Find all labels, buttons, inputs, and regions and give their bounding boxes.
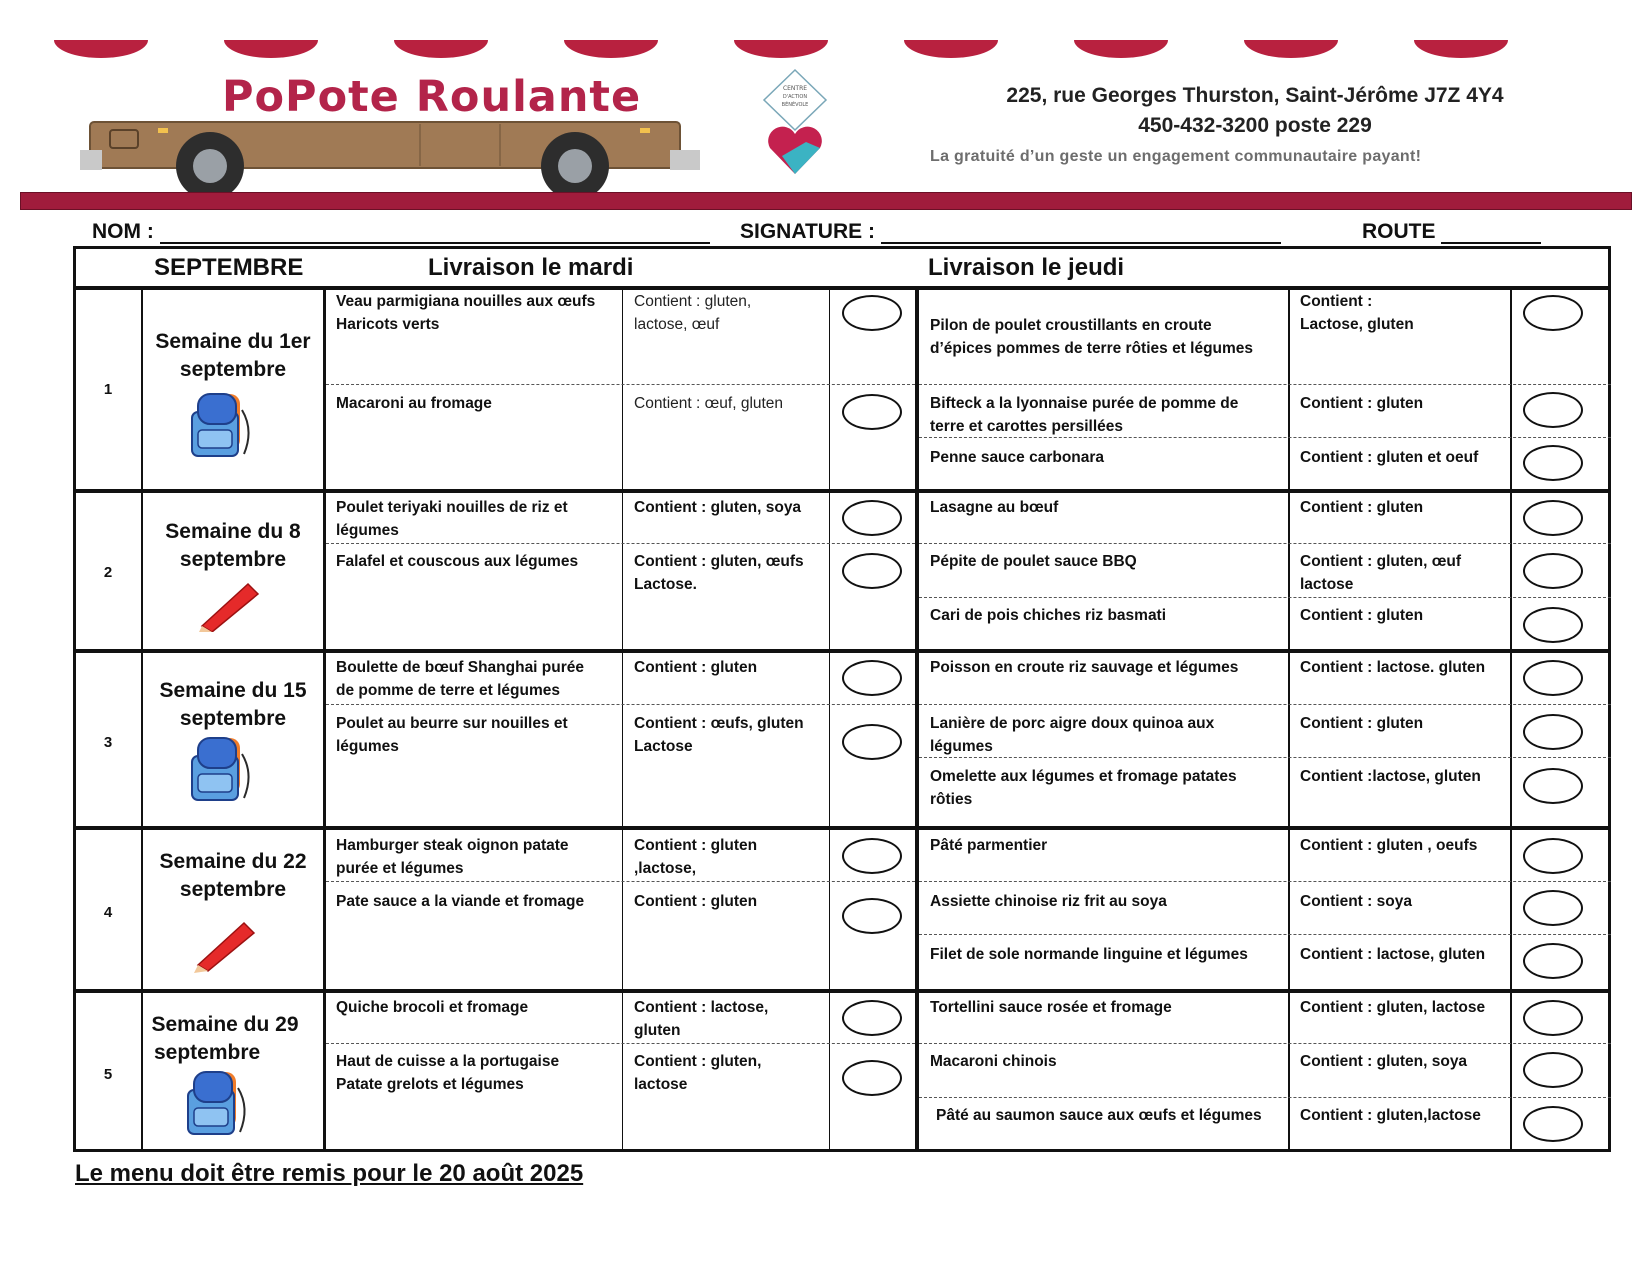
- tue-allergens-3a: Contient : gluten: [634, 659, 758, 676]
- tue-allergens-1a: Contient : gluten, lactose, œuf: [634, 293, 752, 333]
- thu-allergens-3c: Contient :lactose, gluten: [1300, 768, 1481, 785]
- week-label: Semaine du 29 septembre: [151, 1013, 299, 1064]
- select-tue-4b[interactable]: [842, 898, 902, 934]
- thu-dish-5a: Tortellini sauce rosée et fromage: [930, 999, 1172, 1016]
- awning-decoration: [54, 40, 1580, 58]
- select-tue-1b[interactable]: [842, 394, 902, 430]
- week-number: 1: [103, 381, 113, 398]
- thu-allergens-5a: Contient : gluten, lactose: [1300, 999, 1486, 1016]
- thu-allergens-4c: Contient : lactose, gluten: [1300, 946, 1486, 963]
- week-label: Semaine du 1er septembre: [155, 330, 311, 381]
- pencil-icon: [192, 915, 262, 973]
- thu-allergens-1c: Contient : gluten et oeuf: [1300, 449, 1479, 466]
- phone: 450-432-3200 poste 229: [1138, 114, 1372, 137]
- thu-dish-3b: Lanière de porc aigre doux quinoa aux légumes: [930, 715, 1215, 755]
- thu-allergens-2c: Contient : gluten: [1300, 607, 1424, 624]
- tue-dish-1a: Veau parmigiana nouilles aux œufs Haricots verts: [336, 293, 596, 333]
- select-thu-2b[interactable]: [1523, 553, 1583, 589]
- thu-allergens-1b: Contient : gluten: [1300, 395, 1424, 412]
- select-tue-2a[interactable]: [842, 500, 902, 536]
- tue-dish-2b: Falafel et couscous aux légumes: [336, 553, 579, 570]
- select-thu-3c[interactable]: [1523, 768, 1583, 804]
- thu-dish-1b: Bifteck a la lyonnaise purée de pomme de terre et carottes persillées: [930, 395, 1239, 435]
- select-tue-2b[interactable]: [842, 553, 902, 589]
- thu-allergens-5b: Contient : gluten, soya: [1300, 1053, 1468, 1070]
- tue-dish-3a: Boulette de bœuf Shanghai purée de pomme de terre et légumes: [336, 659, 585, 699]
- select-thu-4a[interactable]: [1523, 838, 1583, 874]
- week-label: Semaine du 15 septembre: [159, 679, 307, 730]
- tue-allergens-4b: Contient : gluten: [634, 893, 758, 910]
- header-divider-bar: [20, 192, 1632, 210]
- logo-title: PoPote Roulante: [222, 72, 642, 122]
- centre-action-benevole-logo: [760, 68, 830, 178]
- thu-allergens-2b: Contient : gluten, œuf lactose: [1300, 553, 1461, 593]
- select-thu-1a[interactable]: [1523, 295, 1583, 331]
- signature-field[interactable]: [740, 220, 1281, 244]
- nom-label: NOM :: [92, 220, 154, 243]
- thu-allergens-3b: Contient : gluten: [1300, 715, 1424, 732]
- select-thu-5c[interactable]: [1523, 1106, 1583, 1142]
- route-field[interactable]: [1362, 220, 1541, 244]
- select-thu-1c[interactable]: [1523, 445, 1583, 481]
- thu-dish-2c: Cari de pois chiches riz basmati: [930, 607, 1167, 624]
- svg-text:CENTRE: CENTRE: [782, 85, 808, 92]
- deadline-note: Le menu doit être remis pour le 20 août 2025: [75, 1160, 584, 1187]
- select-thu-3b[interactable]: [1523, 714, 1583, 750]
- address: 225, rue Georges Thurston, Saint-Jérôme J7Z 4Y4: [1006, 84, 1504, 107]
- select-thu-2a[interactable]: [1523, 500, 1583, 536]
- signature-blank[interactable]: [881, 222, 1281, 244]
- week-number: 5: [103, 1066, 113, 1083]
- tue-dish-1b: Macaroni au fromage: [336, 395, 492, 412]
- select-thu-2c[interactable]: [1523, 607, 1583, 643]
- thu-allergens-1a: Contient : Lactose, gluten: [1300, 293, 1414, 333]
- tue-dish-4b: Pate sauce a la viande et fromage: [336, 893, 585, 910]
- truck-icon: [80, 110, 700, 200]
- thu-allergens-4b: Contient : soya: [1300, 893, 1412, 910]
- thu-allergens-3a: Contient : lactose. gluten: [1300, 659, 1486, 676]
- thu-dish-5b: Macaroni chinois: [930, 1053, 1057, 1070]
- month-header: SEPTEMBRE: [154, 254, 304, 281]
- thu-dish-3a: Poisson en croute riz sauvage et légumes: [930, 659, 1239, 676]
- select-thu-5a[interactable]: [1523, 1000, 1583, 1036]
- tue-dish-5b: Haut de cuisse a la portugaise Patate grelots et légumes: [336, 1053, 560, 1093]
- tue-allergens-5a: Contient : lactose, gluten: [634, 999, 769, 1039]
- tue-allergens-2a: Contient : gluten, soya: [634, 499, 802, 516]
- signature-label: SIGNATURE :: [740, 220, 875, 243]
- thu-dish-4a: Pâté parmentier: [930, 837, 1048, 854]
- week-number: 2: [103, 564, 113, 581]
- thu-dish-2a: Lasagne au bœuf: [930, 499, 1059, 516]
- route-blank[interactable]: [1441, 222, 1541, 244]
- thursday-header: Livraison le jeudi: [928, 254, 1125, 281]
- week-number: 3: [103, 734, 113, 751]
- select-tue-5b[interactable]: [842, 1060, 902, 1096]
- backpack-icon: [184, 734, 260, 806]
- thu-dish-2b: Pépite de poulet sauce BBQ: [930, 553, 1137, 570]
- thu-dish-1a: Pilon de poulet croustillants en croute d’épices pommes de terre rôties et légumes: [930, 317, 1254, 357]
- thu-dish-4c: Filet de sole normande linguine et légumes: [930, 946, 1248, 963]
- tue-dish-4a: Hamburger steak oignon patate purée et légumes: [336, 837, 569, 877]
- tue-dish-5a: Quiche brocoli et fromage: [336, 999, 529, 1016]
- tagline: La gratuité d’un geste un engagement communautaire payant!: [930, 148, 1422, 165]
- thu-dish-4b: Assiette chinoise riz frit au soya: [930, 893, 1167, 910]
- tue-dish-3b: Poulet au beurre sur nouilles et légumes: [336, 715, 568, 755]
- select-tue-5a[interactable]: [842, 1000, 902, 1036]
- thu-allergens-4a: Contient : gluten , oeufs: [1300, 837, 1478, 854]
- tue-dish-2a: Poulet teriyaki nouilles de riz et légumes: [336, 499, 568, 539]
- tue-allergens-5b: Contient : gluten, lactose: [634, 1053, 762, 1093]
- thu-dish-5c: Pâté au saumon sauce aux œufs et légumes: [936, 1107, 1262, 1124]
- thu-dish-3c: Omelette aux légumes et fromage patates rôties: [930, 768, 1237, 808]
- nom-blank[interactable]: [160, 222, 710, 244]
- week-label: Semaine du 8 septembre: [165, 520, 301, 571]
- tue-allergens-2b: Contient : gluten, œufs Lactose.: [634, 553, 804, 593]
- backpack-icon: [180, 1068, 256, 1140]
- select-thu-4c[interactable]: [1523, 943, 1583, 979]
- svg-text:BÉNÉVOLE: BÉNÉVOLE: [781, 102, 809, 108]
- backpack-icon: [184, 390, 260, 462]
- week-number: 4: [103, 904, 113, 921]
- select-tue-4a[interactable]: [842, 838, 902, 874]
- svg-text:D'ACTION: D'ACTION: [782, 94, 808, 100]
- select-thu-1b[interactable]: [1523, 392, 1583, 428]
- thu-dish-1c: Penne sauce carbonara: [930, 449, 1105, 466]
- select-thu-3a[interactable]: [1523, 660, 1583, 696]
- select-tue-1a[interactable]: [842, 295, 902, 331]
- tue-allergens-4a: Contient : gluten ,lactose,: [634, 837, 758, 877]
- select-thu-4b[interactable]: [1523, 890, 1583, 926]
- select-tue-3a[interactable]: [842, 660, 902, 696]
- week-label: Semaine du 22 septembre: [159, 850, 307, 901]
- tue-allergens-1b: Contient : œuf, gluten: [634, 395, 784, 412]
- tue-allergens-3b: Contient : œufs, gluten Lactose: [634, 715, 804, 755]
- route-label: ROUTE: [1362, 220, 1436, 243]
- tuesday-header: Livraison le mardi: [428, 254, 634, 281]
- nom-field[interactable]: [92, 220, 710, 244]
- select-thu-5b[interactable]: [1523, 1052, 1583, 1088]
- thu-allergens-5c: Contient : gluten,lactose: [1300, 1107, 1481, 1124]
- select-tue-3b[interactable]: [842, 724, 902, 760]
- thu-allergens-2a: Contient : gluten: [1300, 499, 1424, 516]
- pencil-icon: [196, 578, 266, 632]
